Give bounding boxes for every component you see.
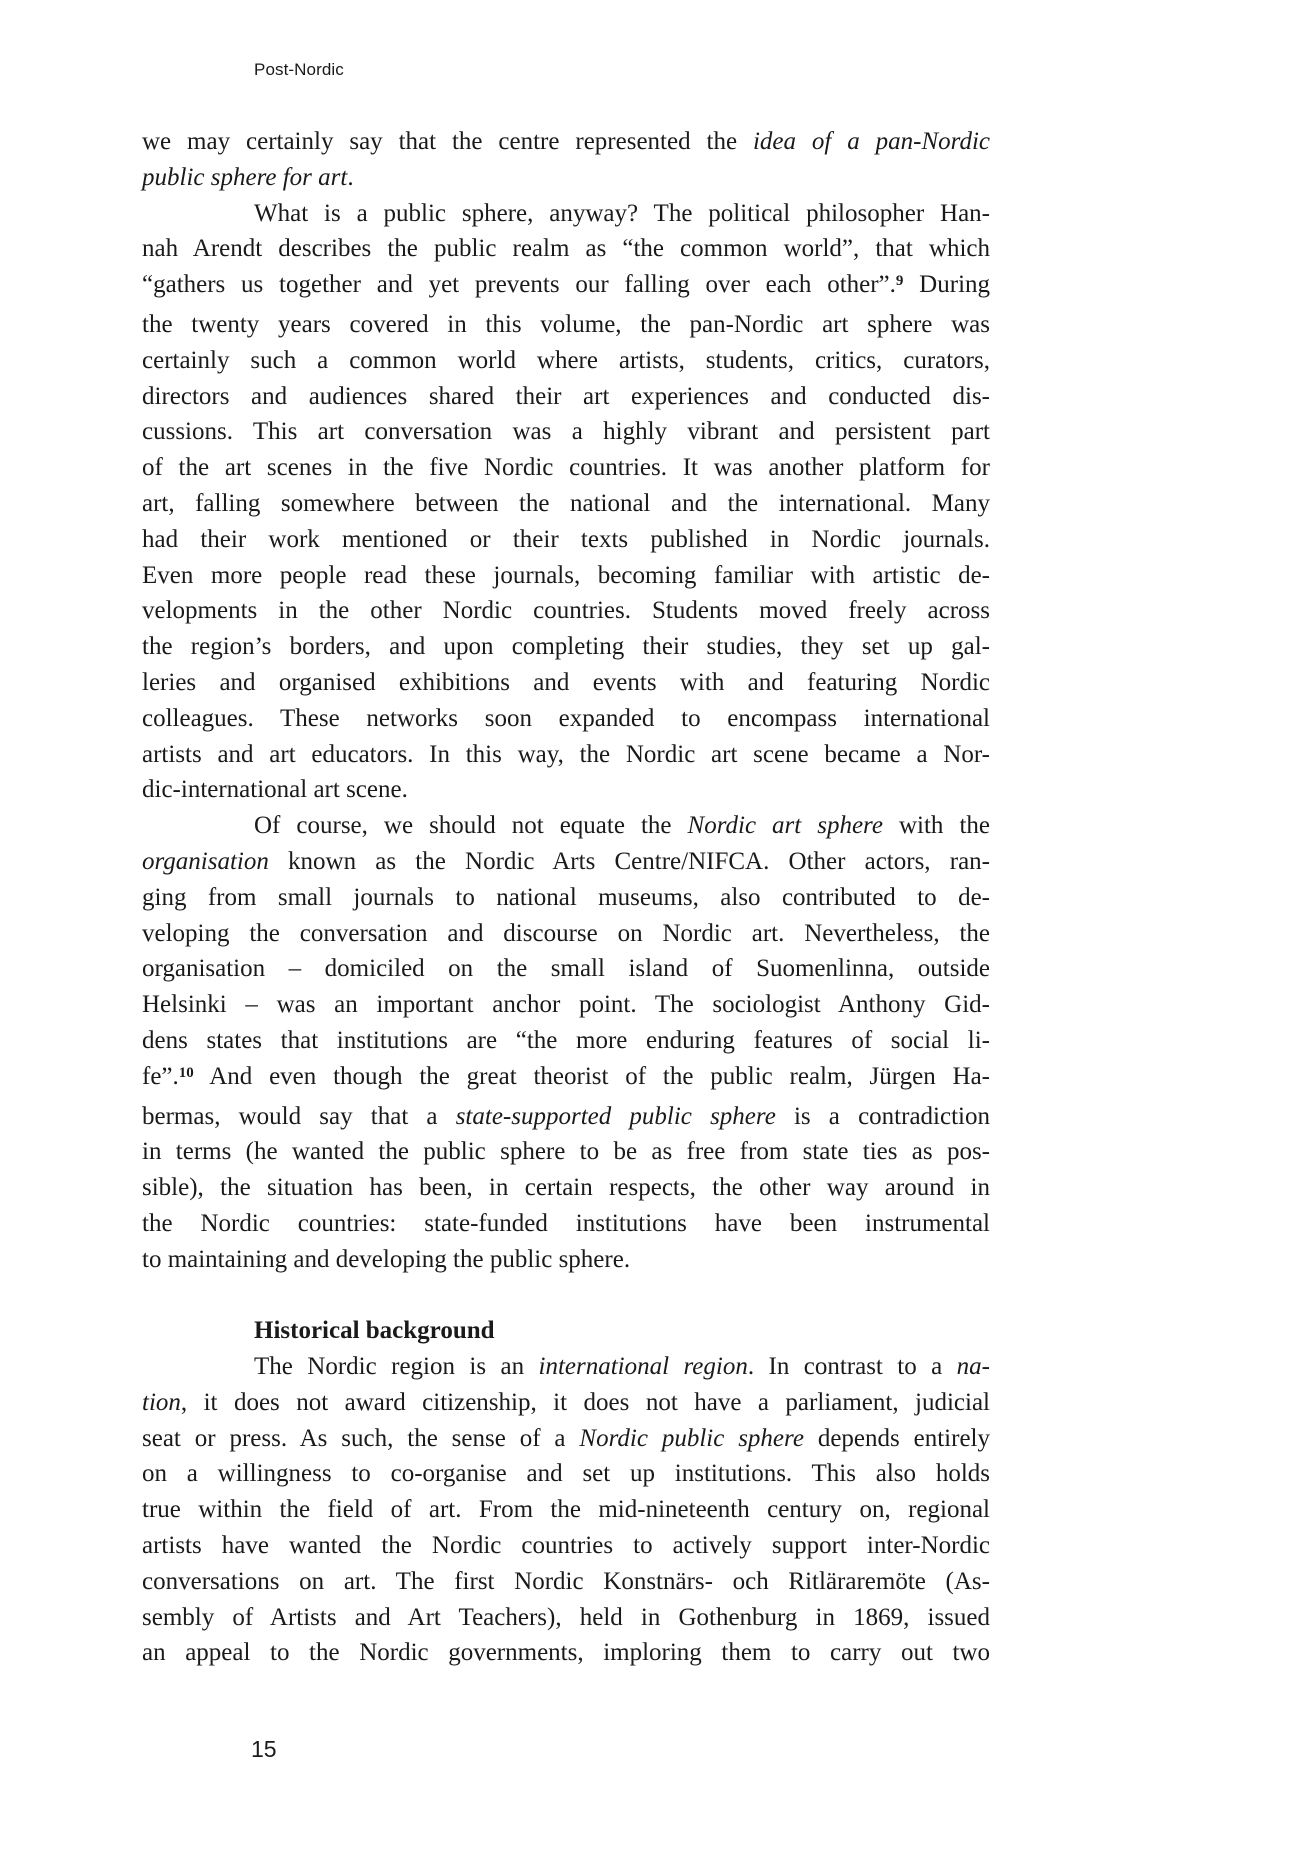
- text-line: of the art scenes in the five Nordic countries. It was another platform for: [142, 454, 990, 482]
- text-line: true within the field of art. From the mid-nineteenth century on, regional: [142, 1496, 990, 1524]
- text-line: [142, 1349, 990, 1385]
- text-line: nah Arendt describes the public realm as “the common world”, that which: [142, 235, 990, 263]
- emphasis: public sphere for art: [142, 163, 348, 191]
- text-line: the twenty years covered in this volume, the pan-Nordic art sphere was: [142, 310, 990, 338]
- text-line: on a willingness to co-organise and set up institutions. This also holds: [142, 1460, 990, 1488]
- text-run: is a contradiction: [775, 1102, 990, 1130]
- text-run: Of course, we should not equate the: [254, 812, 688, 840]
- text-line: ging from small journals to national museums, also contributed to de-: [142, 883, 990, 911]
- text-line: colleagues. These networks soon expanded to encompass international: [142, 704, 990, 732]
- text-line: leries and organised exhibitions and events with and featuring Nordic: [142, 668, 990, 696]
- text-line: [142, 1421, 990, 1457]
- text-line: an appeal to the Nordic governments, imploring them to carry out two: [142, 1639, 990, 1667]
- text-run: depends entirely: [803, 1424, 990, 1452]
- text-line: [142, 267, 990, 307]
- paragraph-1: [142, 124, 990, 196]
- section-heading: Historical background: [254, 1317, 495, 1345]
- text-run: fe”.: [142, 1062, 179, 1090]
- paragraph-4: [142, 1349, 990, 1671]
- footnote-ref-10[interactable]: 10: [178, 1064, 194, 1081]
- emphasis: idea of a pan-Nordic: [752, 128, 990, 155]
- text-line: organisation – domiciled on the small island of Suomenlinna, outside: [142, 955, 990, 983]
- text-run: During: [903, 271, 991, 299]
- emphasis: Nordic public sphere: [579, 1424, 804, 1452]
- text-line: [142, 844, 990, 880]
- emphasis: na-: [956, 1353, 990, 1381]
- text-run: we may certainly say that the centre represented the: [142, 128, 753, 155]
- text-line: conversations on art. The first Nordic Konstnärs- och Ritläraremöte (As-: [142, 1567, 990, 1595]
- text-line: certainly such a common world where artists, students, critics, curators,: [142, 346, 990, 374]
- text-line: sembly of Artists and Art Teachers), held in Gothenburg in 1869, issued: [142, 1603, 990, 1631]
- paragraph-3: [142, 808, 990, 1277]
- text-line: artists have wanted the Nordic countries to actively support inter-Nordic: [142, 1532, 990, 1560]
- emphasis: Nordic art sphere: [687, 812, 883, 840]
- emphasis: tion: [142, 1388, 181, 1416]
- text-run: bermas, would say that a: [142, 1102, 456, 1130]
- text-line: cussions. This art conversation was a highly vibrant and persistent part: [142, 418, 990, 446]
- text-line: What is a public sphere, anyway? The political philosopher Han-: [254, 199, 990, 227]
- text-line: Helsinki – was an important anchor point. The sociologist Anthony Gid-: [142, 991, 990, 1019]
- emphasis: international region: [538, 1353, 748, 1381]
- text-run: known as the Nordic Arts Centre/NIFCA. Other actors, ran-: [268, 847, 990, 875]
- emphasis: state-supported public sphere: [455, 1102, 776, 1130]
- text-line: artists and art educators. In this way, the Nordic art scene became a Nor-: [142, 740, 990, 768]
- text-line: Even more people read these journals, becoming familiar with artistic de-: [142, 561, 990, 589]
- text-line: the region’s borders, and upon completing their studies, they set up gal-: [142, 633, 990, 661]
- text-line: art, falling somewhere between the national and the international. Many: [142, 489, 990, 517]
- footnote-ref-9[interactable]: 9: [895, 273, 904, 290]
- text-run: seat or press. As such, the sense of a: [142, 1424, 580, 1452]
- text-line: [142, 1059, 990, 1099]
- text-run: “gathers us together and yet prevents our falling over each other”.: [142, 271, 896, 299]
- text-line: directors and audiences shared their art experiences and conducted dis-: [142, 382, 990, 410]
- running-header: Post-Nordic: [254, 60, 344, 79]
- text-line: to maintaining and developing the public sphere.: [142, 1245, 631, 1273]
- text-line: had their work mentioned or their texts published in Nordic journals.: [142, 525, 990, 553]
- text-line: [142, 808, 990, 844]
- text-line: veloping the conversation and discourse on Nordic art. Nevertheless, the: [142, 919, 990, 947]
- page-number: 15: [251, 1736, 277, 1762]
- text-line: [142, 1385, 990, 1421]
- text-run: with the: [882, 812, 990, 840]
- text-line: dic-international art scene.: [142, 776, 408, 804]
- emphasis: organisation: [142, 847, 269, 875]
- text-line: velopments in the other Nordic countries. Students moved freely across: [142, 597, 990, 625]
- text-run: .: [347, 163, 354, 191]
- text-line: [142, 124, 990, 160]
- text-line: in terms (he wanted the public sphere to be as free from state ties as pos-: [142, 1138, 990, 1166]
- text-line: the Nordic countries: state-funded institutions have been instrumental: [142, 1209, 990, 1237]
- paragraph-2: [142, 196, 990, 809]
- text-run: , it does not award citizenship, it does not have a parliament, judicial: [180, 1388, 990, 1416]
- text-line: sible), the situation has been, in certain respects, the other way around in: [142, 1174, 990, 1202]
- text-line: [142, 160, 990, 196]
- text-run: And even though the great theorist of the public realm, Jürgen Ha-: [193, 1062, 990, 1090]
- text-line: dens states that institutions are “the more enduring features of social li-: [142, 1026, 990, 1054]
- text-line: [142, 1099, 990, 1135]
- body-text: [142, 124, 990, 1671]
- text-run: . In contrast to a: [747, 1353, 957, 1381]
- text-run: The Nordic region is an: [254, 1353, 539, 1381]
